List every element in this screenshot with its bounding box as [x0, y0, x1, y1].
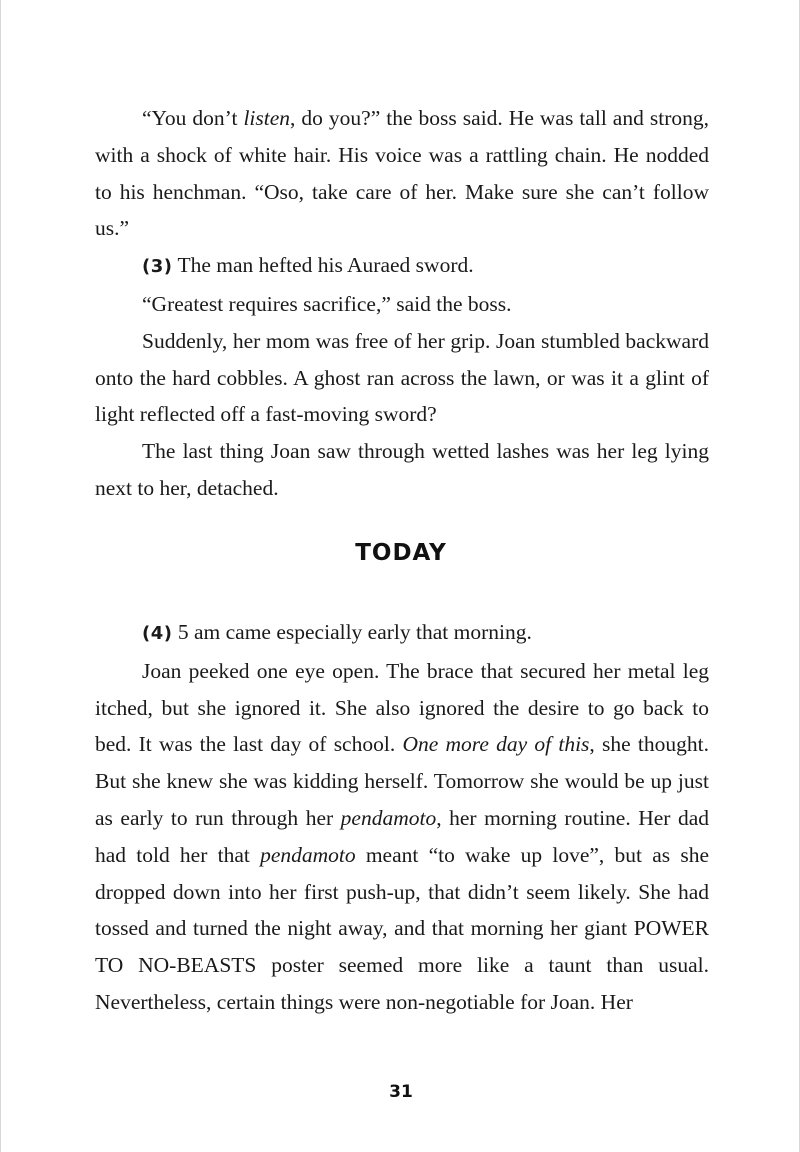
paragraph-text: meant “to wake up love”, but as she dropped down into her first push-up, that didn’t seem likely. She had tossed and turned the night away, and that morning her giant POWER TO NO-BEASTS poster seemed more like a taunt than usual. Nevertheless, certain things were non-negotiable for Joan. Her	[95, 842, 709, 1014]
paragraph-text: 5 am came especially early that morning.	[172, 620, 532, 644]
paragraph-text: , she thought. But she knew she was kidding herself. Tomorrow she would be up just as early to run through her	[95, 732, 709, 830]
section-heading: TODAY	[355, 540, 447, 566]
page-number: 31	[389, 1082, 413, 1102]
paragraph-sacrifice: “Greatest requires sacrifice,” said the boss.	[142, 291, 512, 316]
paragraph-text: , do you?” the boss said. He was tall and strong, with a shock of white hair. His voice was a rattling chain. He nodded to his henchman. “Oso, take care of her. Make sure she can’t follow us.”	[95, 106, 709, 241]
bottom-passage	[95, 614, 709, 1021]
paragraph-stumble: Suddenly, her mom was free of her grip. Joan stumbled backward onto the hard cobbles. A ghost ran across the lawn, or was it a glint of light reflected off a fast-moving sword?	[95, 328, 709, 427]
paragraph-sword	[95, 247, 709, 286]
paragraph-last-thing: The last thing Joan saw through wetted lashes was her leg lying next to her, detached.	[95, 439, 709, 500]
emphasis-text: listen	[243, 106, 291, 130]
paragraph-morning	[95, 614, 709, 653]
paragraph-text: , her morning routine. Her dad had told her that	[95, 805, 709, 867]
paragraph-text: The man hefted his Auraed sword.	[172, 253, 474, 278]
emphasis-text: pendamoto	[340, 805, 437, 830]
emphasis-text: One more day of this	[402, 732, 590, 757]
paragraph-boss-speech	[95, 100, 709, 247]
paragraph-text: “You don’t	[142, 106, 244, 130]
paragraph-routine	[95, 653, 709, 1021]
question-marker: (3)	[142, 256, 173, 278]
top-passage	[95, 100, 709, 507]
question-marker: (4)	[142, 623, 173, 644]
emphasis-text: pendamoto	[260, 842, 356, 867]
paragraph-text: Joan peeked one eye open. The brace that secured her metal leg itched, but she ignored it. She also ignored the desire to go back to bed. It was the last day of school.	[95, 658, 709, 757]
